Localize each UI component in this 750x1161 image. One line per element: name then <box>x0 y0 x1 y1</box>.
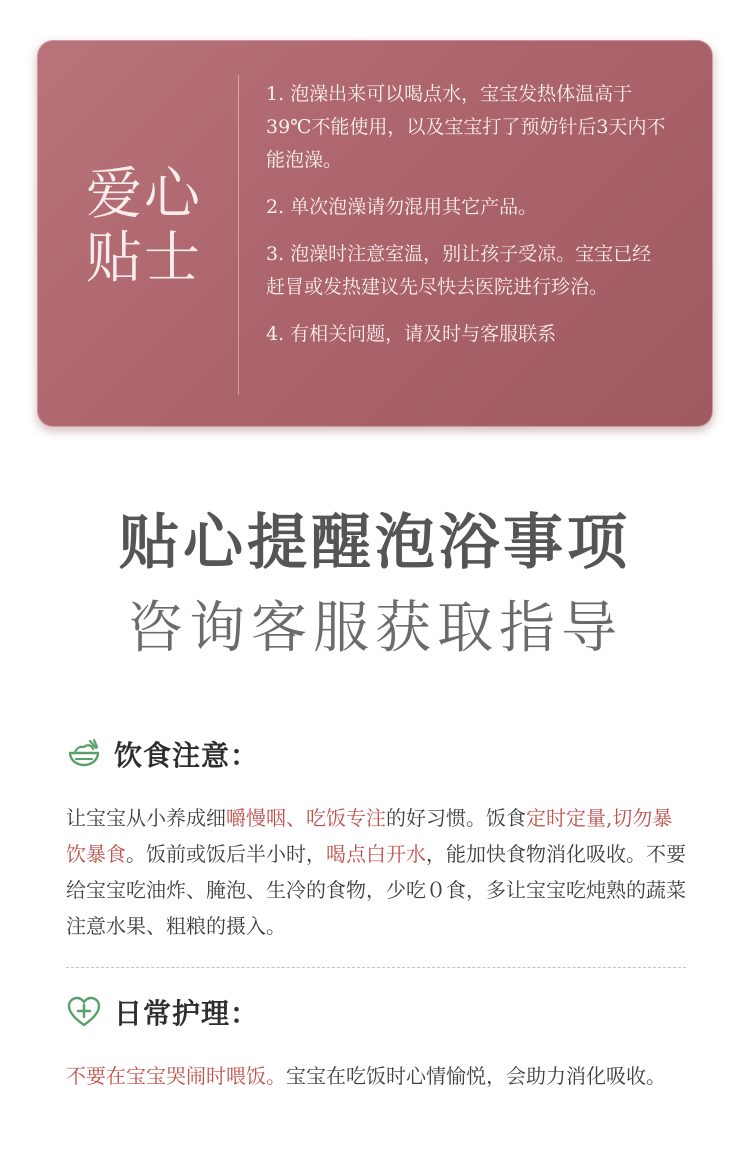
tips-card <box>37 40 713 427</box>
diet-highlight-1: 嚼慢咽、吃饭专注 <box>226 806 386 830</box>
tip-item-3: 3. 泡澡时注意室温，别让孩子受凉。宝宝已经赶冒或发热建议先尽快去医院进行珍治。 <box>266 243 652 298</box>
section-divider <box>66 967 686 968</box>
diet-highlight-2: 定时定量,切勿暴饮暴食 <box>66 806 673 866</box>
headline-sub: 咨询客服获取指导 <box>127 596 623 661</box>
care-section-header <box>66 992 259 1032</box>
diet-highlight-3: 喝点白开水 <box>326 842 426 866</box>
tips-title-line1: 爱心 <box>86 162 202 227</box>
care-section-title: 日常护理： <box>114 997 260 1030</box>
tips-card-title <box>86 163 216 291</box>
diet-text-1: 让宝宝从小养成细 <box>66 806 226 830</box>
diet-paragraph <box>66 800 686 944</box>
diet-text-3: 。饭前或饭后半小时， <box>126 842 326 866</box>
diet-text-2: 的好习惯。饭食 <box>386 806 526 830</box>
bowl-icon <box>66 736 102 772</box>
tip-item-2: 2. 单次泡澡请勿混用其它产品。 <box>266 196 538 218</box>
care-highlight-1: 不要在宝宝哭闹时喂饭。 <box>66 1064 286 1088</box>
headline <box>0 503 750 667</box>
heart-plus-icon <box>66 994 102 1030</box>
diet-section-title: 饮食注意： <box>114 739 260 772</box>
care-text-1: 宝宝在吃饭时心情愉悦，会助力消化吸收。 <box>286 1064 666 1088</box>
tips-divider <box>238 75 239 395</box>
headline-main: 贴心提醒泡浴事项 <box>119 508 631 578</box>
tips-list <box>266 78 666 365</box>
care-paragraph <box>66 1058 686 1094</box>
tip-item-1: 1. 泡澡出来可以喝点水，宝宝发热体温高于39℃不能使用，以及宝宝打了预妨针后3天内不能泡澡。 <box>266 83 666 171</box>
diet-section-header <box>66 734 259 774</box>
tip-item-4: 4. 有相关问题，请及时与客服联系 <box>266 323 557 345</box>
diet-text-4: ，能加快食物消化吸收。不要给宝宝吃油炸、腌泡、生冷的食物，少吃０食，多让宝宝吃炖熟的蔬菜注意水果、粗粮的摄入。 <box>66 842 686 938</box>
tips-title-line2: 贴士 <box>86 226 202 291</box>
